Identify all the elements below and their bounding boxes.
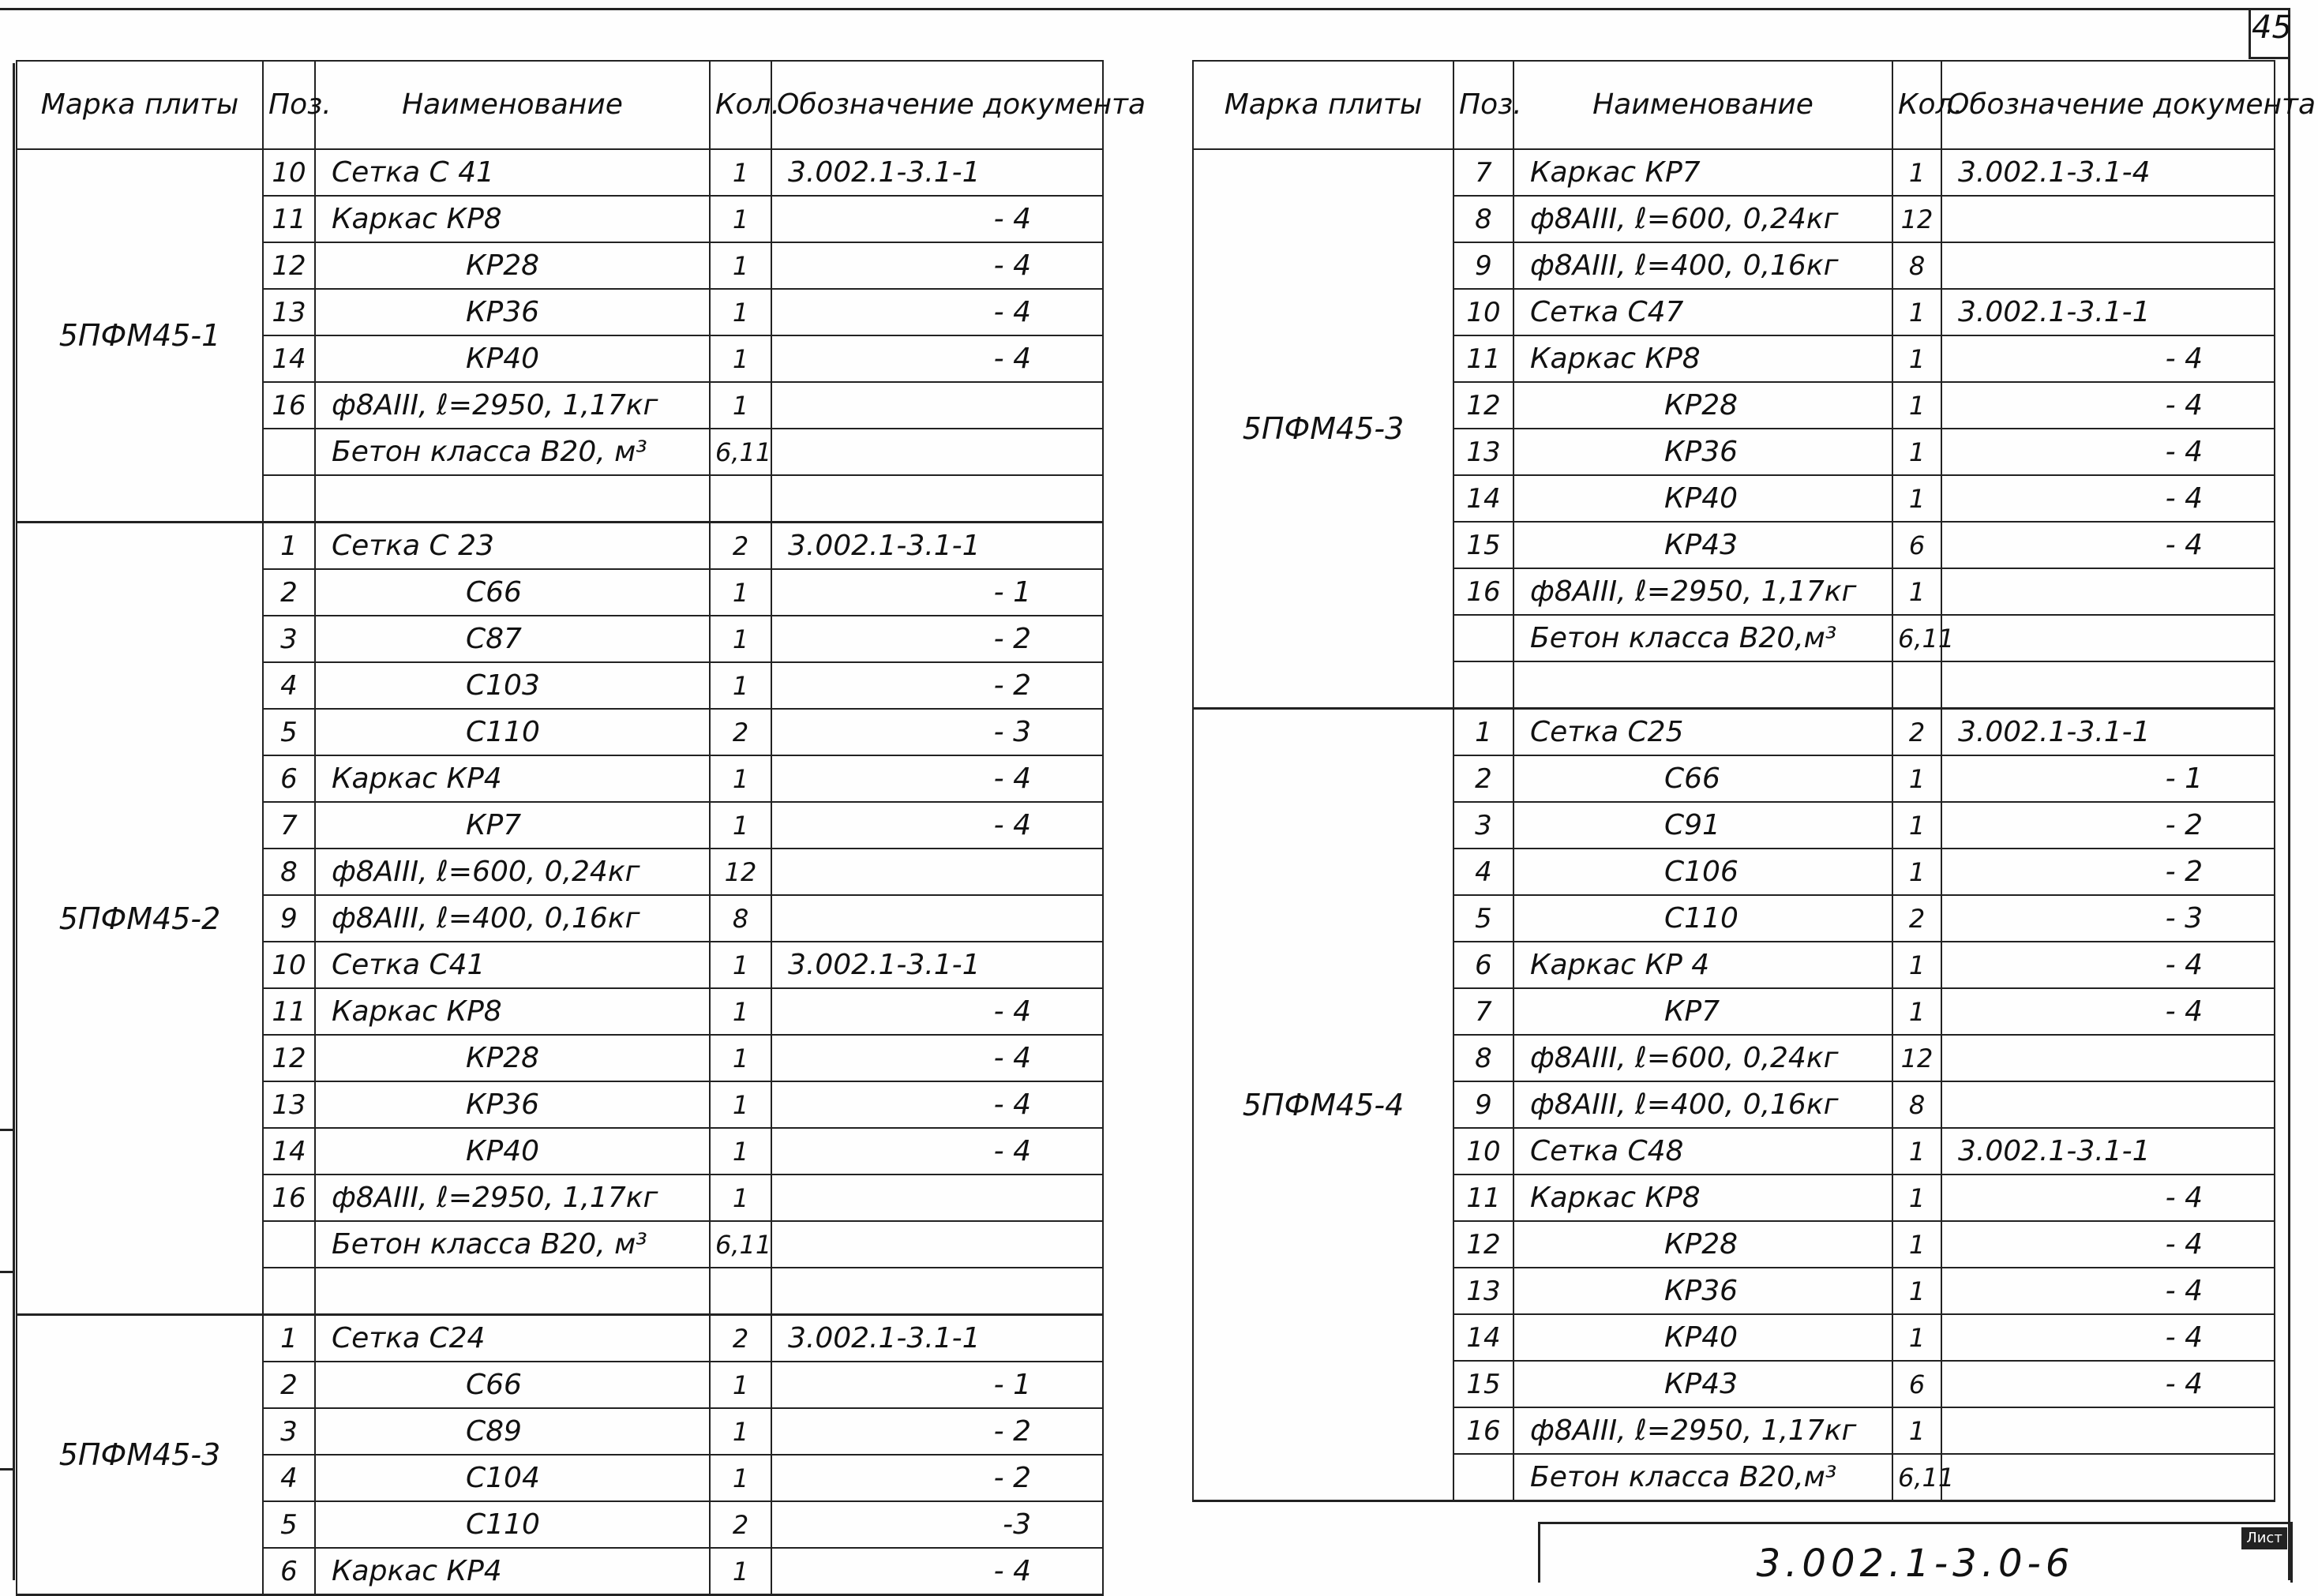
- name-cell: КР43: [1513, 522, 1892, 568]
- quantity-cell: 1: [1892, 1221, 1941, 1268]
- document-cell: - 4: [1941, 1314, 2275, 1361]
- name-cell: [315, 475, 710, 523]
- position-cell: 10: [263, 942, 315, 988]
- quantity-cell: 8: [710, 895, 771, 942]
- specification-table-right: [1192, 60, 2316, 1502]
- header-pos: Поз.: [1453, 61, 1513, 149]
- quantity-cell: 6,11: [1892, 615, 1941, 661]
- quantity-cell: 6: [1892, 1361, 1941, 1407]
- document-cell: - 2: [771, 1455, 1103, 1501]
- document-cell: [771, 895, 1103, 942]
- document-cell: - 4: [771, 242, 1103, 289]
- quantity-cell: 1: [1892, 1128, 1941, 1175]
- name-cell: С103: [315, 662, 710, 709]
- document-cell: - 4: [1941, 1175, 2275, 1221]
- header-mark: Марка плиты: [17, 61, 263, 149]
- position-cell: 13: [1453, 429, 1513, 475]
- document-cell: [1941, 568, 2275, 615]
- name-cell: С104: [315, 1455, 710, 1501]
- document-cell: [771, 1221, 1103, 1268]
- position-cell: 6: [263, 1548, 315, 1595]
- position-cell: 14: [1453, 475, 1513, 522]
- table-row: [17, 1315, 1103, 1362]
- quantity-cell: 12: [1892, 1035, 1941, 1081]
- quantity-cell: 8: [1892, 242, 1941, 289]
- document-cell: - 4: [1941, 429, 2275, 475]
- position-cell: 12: [1453, 1221, 1513, 1268]
- position-cell: 16: [263, 382, 315, 429]
- position-cell: [263, 475, 315, 523]
- header-pos: Поз.: [263, 61, 315, 149]
- quantity-cell: 1: [1892, 1314, 1941, 1361]
- header-mark: Марка плиты: [1193, 61, 1453, 149]
- table-row: [1193, 709, 2275, 756]
- name-cell: ф8АIII, ℓ=2950, 1,17кг: [1513, 1407, 1892, 1454]
- document-cell: - 4: [1941, 335, 2275, 382]
- position-cell: 7: [1453, 988, 1513, 1035]
- quantity-cell: 2: [710, 1501, 771, 1548]
- document-cell: 3.002.1-3.1-1: [771, 523, 1103, 570]
- name-cell: КР28: [1513, 1221, 1892, 1268]
- name-cell: С110: [1513, 895, 1892, 942]
- quantity-cell: [1892, 661, 1941, 709]
- position-cell: 13: [263, 1081, 315, 1128]
- quantity-cell: 1: [710, 1362, 771, 1408]
- name-cell: КР36: [315, 289, 710, 335]
- position-cell: 16: [1453, 1407, 1513, 1454]
- position-cell: 14: [263, 1128, 315, 1175]
- document-cell: - 2: [771, 1408, 1103, 1455]
- quantity-cell: 1: [1892, 475, 1941, 522]
- document-cell: 3.002.1-3.1-1: [1941, 709, 2275, 756]
- quantity-cell: 1: [710, 1081, 771, 1128]
- document-cell: - 2: [1941, 849, 2275, 895]
- name-cell: ф8АIII, ℓ=2950, 1,17кг: [1513, 568, 1892, 615]
- frame-right-line: [2288, 8, 2290, 1580]
- name-cell: С66: [315, 1362, 710, 1408]
- header-doc: Обозначение документа: [771, 61, 1103, 149]
- slab-mark: 5ПФМ45-3: [1193, 149, 1453, 709]
- position-cell: 1: [263, 523, 315, 570]
- position-cell: 11: [1453, 1175, 1513, 1221]
- table-row: [17, 149, 1103, 196]
- document-cell: [1941, 1035, 2275, 1081]
- quantity-cell: 1: [1892, 942, 1941, 988]
- document-cell: - 4: [1941, 1361, 2275, 1407]
- quantity-cell: 1: [710, 1128, 771, 1175]
- quantity-cell: 12: [710, 849, 771, 895]
- position-cell: 16: [1453, 568, 1513, 615]
- position-cell: 3: [1453, 802, 1513, 849]
- name-cell: Каркас КР8: [1513, 335, 1892, 382]
- name-cell: Сетка С 23: [315, 523, 710, 570]
- position-cell: 9: [1453, 1081, 1513, 1128]
- position-cell: [1453, 661, 1513, 709]
- quantity-cell: 8: [1892, 1081, 1941, 1128]
- document-cell: - 4: [771, 1548, 1103, 1595]
- quantity-cell: 1: [1892, 335, 1941, 382]
- document-cell: - 4: [771, 988, 1103, 1035]
- name-cell: КР28: [315, 1035, 710, 1081]
- position-cell: 12: [263, 1035, 315, 1081]
- name-cell: Бетон класса В20,м³: [1513, 615, 1892, 661]
- position-cell: 12: [263, 242, 315, 289]
- sheet-badge: Лист: [2241, 1527, 2287, 1549]
- position-cell: 5: [263, 709, 315, 755]
- name-cell: КР28: [1513, 382, 1892, 429]
- name-cell: Сетка С41: [315, 942, 710, 988]
- name-cell: [1513, 661, 1892, 709]
- document-cell: - 2: [771, 662, 1103, 709]
- quantity-cell: 1: [710, 382, 771, 429]
- position-cell: 4: [1453, 849, 1513, 895]
- header-name: Наименование: [315, 61, 710, 149]
- name-cell: КР7: [1513, 988, 1892, 1035]
- document-cell: - 4: [771, 196, 1103, 242]
- name-cell: Бетон класса В20,м³: [1513, 1454, 1892, 1501]
- quantity-cell: 1: [710, 149, 771, 196]
- table-row: [17, 523, 1103, 570]
- header-doc: Обозначение документа: [1941, 61, 2275, 149]
- quantity-cell: 12: [1892, 196, 1941, 242]
- document-cell: [1941, 615, 2275, 661]
- quantity-cell: 1: [710, 335, 771, 382]
- name-cell: С66: [315, 569, 710, 616]
- name-cell: ф8АIII, ℓ=400, 0,16кг: [315, 895, 710, 942]
- document-cell: - 1: [1941, 755, 2275, 802]
- name-cell: КР7: [315, 802, 710, 849]
- document-cell: - 4: [771, 1035, 1103, 1081]
- quantity-cell: 1: [710, 1175, 771, 1221]
- quantity-cell: 1: [1892, 289, 1941, 335]
- name-cell: С91: [1513, 802, 1892, 849]
- position-cell: [1453, 1454, 1513, 1501]
- quantity-cell: 6: [1892, 522, 1941, 568]
- document-cell: [1941, 1407, 2275, 1454]
- quantity-cell: 1: [710, 755, 771, 802]
- quantity-cell: 1: [710, 1455, 771, 1501]
- position-cell: 10: [1453, 289, 1513, 335]
- name-cell: Сетка С48: [1513, 1128, 1892, 1175]
- position-cell: 1: [1453, 709, 1513, 756]
- name-cell: С66: [1513, 755, 1892, 802]
- quantity-cell: 1: [710, 942, 771, 988]
- document-cell: 3.002.1-3.1-1: [771, 1315, 1103, 1362]
- binding-tick-mark: [0, 1468, 14, 1470]
- document-cell: - 4: [771, 335, 1103, 382]
- name-cell: ф8АIII, ℓ=600, 0,24кг: [315, 849, 710, 895]
- document-cell: - 4: [771, 1081, 1103, 1128]
- position-cell: 4: [263, 1455, 315, 1501]
- position-cell: 11: [263, 196, 315, 242]
- name-cell: Бетон класса В20, м³: [315, 1221, 710, 1268]
- name-cell: КР36: [1513, 429, 1892, 475]
- quantity-cell: 1: [1892, 755, 1941, 802]
- page-number: 45: [2252, 9, 2292, 46]
- position-cell: 14: [263, 335, 315, 382]
- document-cell: 3.002.1-3.1-1: [771, 942, 1103, 988]
- position-cell: 15: [1453, 1361, 1513, 1407]
- quantity-cell: 2: [1892, 895, 1941, 942]
- binding-tick-mark: [0, 1129, 14, 1131]
- name-cell: С87: [315, 616, 710, 662]
- position-cell: 8: [1453, 1035, 1513, 1081]
- position-cell: 13: [1453, 1268, 1513, 1314]
- table-header-row: [17, 61, 1103, 149]
- position-cell: 11: [1453, 335, 1513, 382]
- quantity-cell: 1: [710, 802, 771, 849]
- quantity-cell: 1: [1892, 1175, 1941, 1221]
- document-cell: - 3: [1941, 895, 2275, 942]
- quantity-cell: 1: [1892, 849, 1941, 895]
- document-cell: - 2: [771, 616, 1103, 662]
- name-cell: ф8АIII, ℓ=2950, 1,17кг: [315, 382, 710, 429]
- document-cell: [1941, 661, 2275, 709]
- quantity-cell: 6,11: [710, 1221, 771, 1268]
- name-cell: КР28: [315, 242, 710, 289]
- document-cell: - 1: [771, 1362, 1103, 1408]
- quantity-cell: 1: [1892, 802, 1941, 849]
- document-cell: [771, 382, 1103, 429]
- name-cell: С89: [315, 1408, 710, 1455]
- quantity-cell: 1: [710, 1035, 771, 1081]
- document-cell: [771, 429, 1103, 475]
- quantity-cell: 1: [1892, 382, 1941, 429]
- quantity-cell: 1: [710, 1548, 771, 1595]
- position-cell: 12: [1453, 382, 1513, 429]
- position-cell: 10: [1453, 1128, 1513, 1175]
- quantity-cell: 2: [710, 709, 771, 755]
- name-cell: [315, 1268, 710, 1315]
- position-cell: 2: [263, 1362, 315, 1408]
- position-cell: 10: [263, 149, 315, 196]
- slab-mark: 5ПФМ45-3: [17, 1315, 263, 1595]
- header-qty: Кол.: [710, 61, 771, 149]
- document-cell: 3.002.1-3.1-4: [1941, 149, 2275, 196]
- quantity-cell: 1: [710, 988, 771, 1035]
- header-qty: Кол.: [1892, 61, 1941, 149]
- name-cell: ф8АIII, ℓ=600, 0,24кг: [1513, 1035, 1892, 1081]
- name-cell: Каркас КР 4: [1513, 942, 1892, 988]
- name-cell: КР36: [1513, 1268, 1892, 1314]
- document-cell: [771, 1175, 1103, 1221]
- document-cell: - 4: [1941, 522, 2275, 568]
- frame-left-line: [13, 63, 15, 1580]
- document-cell: - 4: [1941, 475, 2275, 522]
- quantity-cell: 1: [1892, 429, 1941, 475]
- document-cell: - 4: [1941, 988, 2275, 1035]
- position-cell: 15: [1453, 522, 1513, 568]
- name-cell: Сетка С47: [1513, 289, 1892, 335]
- name-cell: Сетка С24: [315, 1315, 710, 1362]
- document-cell: - 2: [1941, 802, 2275, 849]
- quantity-cell: 1: [710, 242, 771, 289]
- position-cell: [1453, 615, 1513, 661]
- name-cell: ф8АIII, ℓ=400, 0,16кг: [1513, 1081, 1892, 1128]
- name-cell: Каркас КР4: [315, 755, 710, 802]
- position-cell: [263, 1221, 315, 1268]
- quantity-cell: 1: [710, 569, 771, 616]
- quantity-cell: 6,11: [1892, 1454, 1941, 1501]
- name-cell: Каркас КР4: [315, 1548, 710, 1595]
- document-cell: - 4: [1941, 942, 2275, 988]
- quantity-cell: 1: [1892, 1268, 1941, 1314]
- quantity-cell: 2: [1892, 709, 1941, 756]
- position-cell: 3: [263, 616, 315, 662]
- document-cell: [1941, 242, 2275, 289]
- document-cell: [1941, 1081, 2275, 1128]
- name-cell: КР40: [1513, 1314, 1892, 1361]
- name-cell: ф8АIII, ℓ=400, 0,16кг: [1513, 242, 1892, 289]
- position-cell: 4: [263, 662, 315, 709]
- document-cell: 3.002.1-3.1-1: [1941, 289, 2275, 335]
- title-block-stamp: [1538, 1522, 2293, 1586]
- document-cell: 3.002.1-3.1-1: [771, 149, 1103, 196]
- name-cell: С106: [1513, 849, 1892, 895]
- name-cell: Каркас КР8: [315, 988, 710, 1035]
- position-cell: 14: [1453, 1314, 1513, 1361]
- quantity-cell: 1: [710, 1408, 771, 1455]
- quantity-cell: 2: [710, 1315, 771, 1362]
- document-cell: - 1: [771, 569, 1103, 616]
- position-cell: 9: [1453, 242, 1513, 289]
- position-cell: [263, 429, 315, 475]
- slab-mark: 5ПФМ45-1: [17, 149, 263, 523]
- document-cell: [1941, 196, 2275, 242]
- name-cell: Сетка С25: [1513, 709, 1892, 756]
- name-cell: КР40: [315, 1128, 710, 1175]
- position-cell: 9: [263, 895, 315, 942]
- name-cell: Каркас КР8: [315, 196, 710, 242]
- slab-mark: 5ПФМ45-2: [17, 523, 263, 1315]
- document-cell: - 4: [771, 289, 1103, 335]
- document-cell: - 4: [1941, 1221, 2275, 1268]
- document-cell: - 4: [771, 1128, 1103, 1175]
- position-cell: 6: [1453, 942, 1513, 988]
- position-cell: 7: [1453, 149, 1513, 196]
- position-cell: 3: [263, 1408, 315, 1455]
- name-cell: КР40: [315, 335, 710, 382]
- position-cell: 5: [263, 1501, 315, 1548]
- document-cell: [771, 1268, 1103, 1315]
- quantity-cell: 1: [710, 616, 771, 662]
- quantity-cell: 1: [1892, 1407, 1941, 1454]
- position-cell: 2: [1453, 755, 1513, 802]
- table-row: [1193, 149, 2275, 196]
- document-cell: [771, 849, 1103, 895]
- name-cell: КР40: [1513, 475, 1892, 522]
- quantity-cell: 1: [1892, 988, 1941, 1035]
- position-cell: 8: [263, 849, 315, 895]
- specification-table-left: [16, 60, 1146, 1596]
- document-cell: - 4: [771, 755, 1103, 802]
- document-cell: -3: [771, 1501, 1103, 1548]
- name-cell: С110: [315, 709, 710, 755]
- name-cell: С110: [315, 1501, 710, 1548]
- quantity-cell: 1: [710, 289, 771, 335]
- document-cell: - 4: [771, 802, 1103, 849]
- document-code: 3.002.1-3.0-6: [1756, 1542, 2075, 1586]
- position-cell: 11: [263, 988, 315, 1035]
- document-cell: 3.002.1-3.1-1: [1941, 1128, 2275, 1175]
- name-cell: ф8АIII, ℓ=600, 0,24кг: [1513, 196, 1892, 242]
- position-cell: [263, 1268, 315, 1315]
- position-cell: 13: [263, 289, 315, 335]
- quantity-cell: 1: [1892, 149, 1941, 196]
- name-cell: КР43: [1513, 1361, 1892, 1407]
- position-cell: 2: [263, 569, 315, 616]
- position-cell: 7: [263, 802, 315, 849]
- table-header-row: [1193, 61, 2275, 149]
- document-cell: - 4: [1941, 1268, 2275, 1314]
- name-cell: Каркас КР8: [1513, 1175, 1892, 1221]
- position-cell: 8: [1453, 196, 1513, 242]
- document-cell: - 4: [1941, 382, 2275, 429]
- quantity-cell: 2: [710, 523, 771, 570]
- document-cell: [1941, 1454, 2275, 1501]
- name-cell: Бетон класса В20, м³: [315, 429, 710, 475]
- quantity-cell: [710, 475, 771, 523]
- binding-tick-mark: [0, 1271, 14, 1273]
- quantity-cell: 1: [710, 662, 771, 709]
- name-cell: Сетка С 41: [315, 149, 710, 196]
- frame-top-line: [0, 8, 2290, 10]
- name-cell: КР36: [315, 1081, 710, 1128]
- quantity-cell: 1: [1892, 568, 1941, 615]
- position-cell: 6: [263, 755, 315, 802]
- document-cell: [771, 475, 1103, 523]
- quantity-cell: 1: [710, 196, 771, 242]
- position-cell: 1: [263, 1315, 315, 1362]
- name-cell: ф8АIII, ℓ=2950, 1,17кг: [315, 1175, 710, 1221]
- position-cell: 5: [1453, 895, 1513, 942]
- quantity-cell: 6,11: [710, 429, 771, 475]
- name-cell: Каркас КР7: [1513, 149, 1892, 196]
- position-cell: 16: [263, 1175, 315, 1221]
- header-name: Наименование: [1513, 61, 1892, 149]
- document-cell: - 3: [771, 709, 1103, 755]
- quantity-cell: [710, 1268, 771, 1315]
- slab-mark: 5ПФМ45-4: [1193, 709, 1453, 1501]
